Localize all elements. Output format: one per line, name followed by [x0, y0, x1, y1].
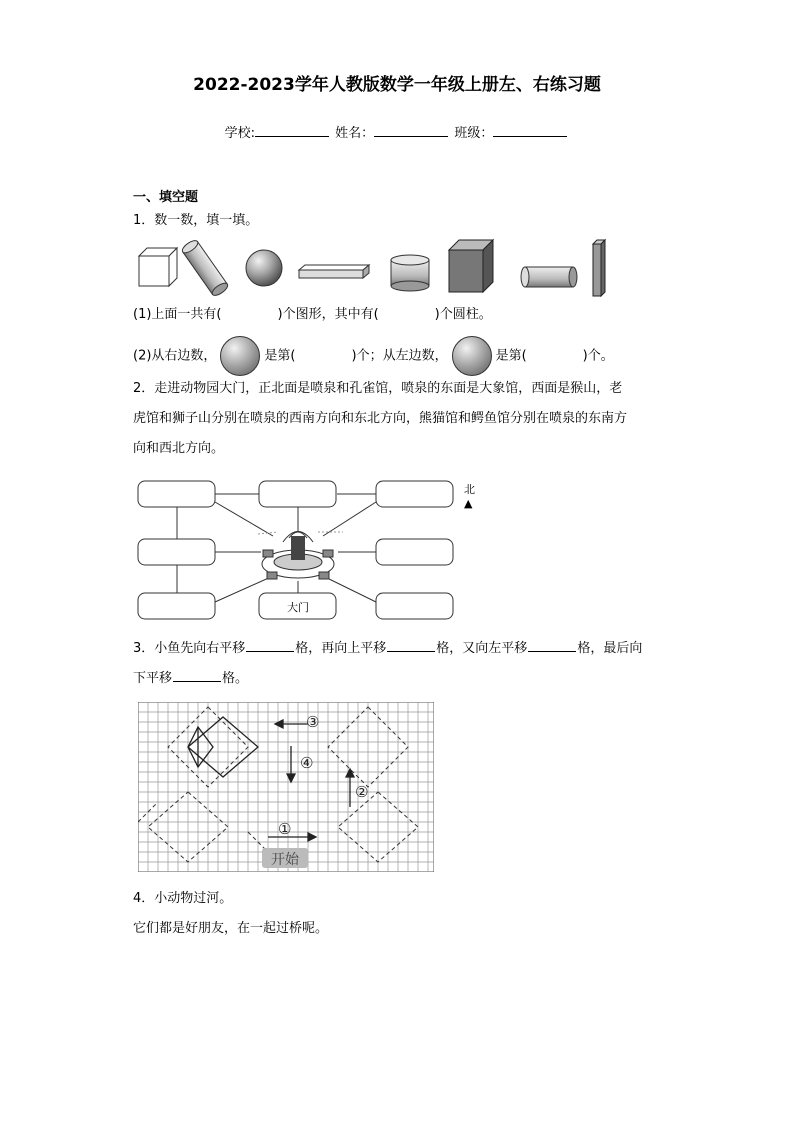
sphere-icon — [452, 336, 492, 376]
q1-text-g: 是第( — [495, 348, 527, 364]
answer-blank[interactable] — [246, 637, 294, 652]
q3-line1 — [133, 634, 642, 664]
q1-line1 — [133, 300, 492, 330]
fountain-icon — [258, 532, 343, 580]
map-box-ne[interactable] — [376, 481, 453, 507]
q2-line3: 向和西北方向。 — [133, 441, 225, 456]
q3-line2 — [133, 664, 248, 694]
q1-text-d: (2)从右边数， — [133, 348, 217, 364]
map-box-se[interactable] — [376, 593, 453, 619]
cylinder-icon — [180, 238, 229, 297]
cuboid-icon — [299, 265, 369, 278]
school-blank[interactable] — [255, 124, 329, 137]
step-label: ② — [355, 783, 369, 801]
answer-blank[interactable] — [387, 637, 435, 652]
sphere-icon — [220, 336, 260, 376]
q3-text-a: 3．小鱼先向右平移 — [133, 641, 246, 656]
q4-text: 它们都是好朋友，在一起过桥呢。 — [133, 921, 329, 936]
section-heading: 一、填空题 — [133, 190, 199, 205]
q2-line2: 虎馆和狮子山分别在喷泉的西南方向和东北方向，熊猫馆和鳄鱼馆分别在喷泉的东南方 — [133, 411, 628, 426]
map-box-w[interactable] — [138, 539, 215, 565]
q1-text-b: )个图形，其中有( — [277, 307, 379, 322]
q1-stem: 1．数一数，填一填。 — [133, 213, 259, 228]
answer-blank[interactable] — [173, 667, 221, 682]
translation-grid — [138, 702, 434, 872]
shapes-row — [133, 234, 623, 300]
q3-text-c: 格，又向左平移 — [436, 641, 528, 656]
q1-text-a: (1)上面一共有( — [133, 307, 222, 322]
cube-icon — [139, 248, 177, 286]
q1-text-c: )个圆柱。 — [434, 307, 492, 322]
q1-text-h: )个。 — [582, 348, 614, 364]
sphere-icon — [246, 250, 282, 286]
north-indicator — [464, 481, 475, 510]
q2-line1: 2．走进动物园大门，正北面是喷泉和孔雀馆，喷泉的东面是大象馆，西面是猴山，老 — [133, 381, 623, 396]
map-box-sw[interactable] — [138, 593, 215, 619]
map-box-e[interactable] — [376, 539, 453, 565]
q3-text-d: 格，最后向 — [577, 641, 643, 656]
cuboid-icon — [593, 240, 605, 296]
name-blank[interactable] — [374, 124, 448, 137]
class-blank[interactable] — [493, 124, 567, 137]
map-box-nw[interactable] — [138, 481, 215, 507]
name-label: 姓名： — [335, 126, 375, 141]
q3-text-b: 格，再向上平移 — [295, 641, 387, 656]
cylinder-icon — [521, 267, 577, 287]
page-title: 2022-2023学年人教版数学一年级上册左、右练习题 — [193, 75, 601, 95]
q1-text-f: )个；从左边数， — [351, 348, 448, 364]
step-label: ④ — [300, 754, 314, 772]
zoo-map — [133, 476, 463, 626]
q4-stem: 4．小动物过河。 — [133, 891, 233, 906]
student-info — [0, 122, 794, 141]
gate-label: 大门 — [287, 601, 309, 614]
q3-text-f: 格。 — [222, 671, 249, 686]
start-label: 开始 — [271, 852, 299, 868]
step-label: ① — [278, 820, 292, 838]
north-arrow-icon: ▲ — [464, 497, 473, 510]
school-label: 学校: — [224, 126, 256, 141]
north-label: 北 — [464, 483, 475, 496]
map-box-n[interactable] — [259, 481, 336, 507]
cylinder-icon — [391, 255, 429, 291]
q1-text-e: 是第( — [264, 348, 296, 364]
cube-icon — [449, 240, 493, 292]
q3-text-e: 下平移 — [133, 671, 173, 686]
step-label: ③ — [306, 713, 320, 731]
class-label: 班级： — [454, 126, 494, 141]
q1-line2 — [133, 336, 614, 376]
answer-blank[interactable] — [528, 637, 576, 652]
